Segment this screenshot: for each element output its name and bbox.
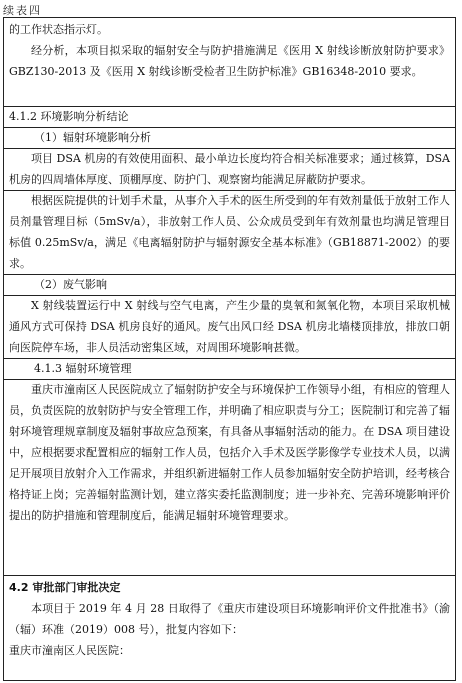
- paragraph-analysis-conclusion: 经分析，本项目拟采取的辐射安全与防护措施满足《医用 X 射线诊断放射防护要求》GBZ130-2013 及《医用 X 射线诊断受检者卫生防护标准》GB16348-2010 要求。: [9, 44, 450, 78]
- paragraph-addressee: 重庆市潼南区人民医院：: [9, 644, 130, 657]
- heading-4-1-2: 4.1.2 环境影响分析结论: [9, 110, 129, 123]
- document-table: [3, 17, 456, 681]
- paragraph-indicator-tail: 的工作状态指示灯。: [9, 23, 108, 36]
- paragraph-dose-assessment: 根据医院提供的计划手术量，从事介入手术的医生所受到的年有效剂量低于放射工作人员剂量管理目标（5mSv/a），非放射工作人员、公众成员受到年有效剂量也均满足管理目标值 0.25mSv/a，满足《电离辐射防护与辐射源安全基本标准》（GB18871-2002）的要求。: [9, 194, 450, 270]
- subheading-radiation-impact: （1）辐射环境影响分析: [34, 131, 151, 144]
- paragraph-exhaust: X 射线装置运行中 X 射线与空气电离，产生少量的臭氧和氮氧化物，本项目采取机械通风方式可保持 DSA 机房良好的通风。废气出风口经 DSA 机房北墙楼顶排放，排放口朝向医院停车场，非人员活动密集区域，对周围环境影响甚微。: [9, 299, 450, 354]
- paragraph-approval-document: 本项目于 2019 年 4 月 28 日取得了《重庆市建设项目环境影响评价文件批准书》（渝（辐）环准（2019）008 号），批复内容如下：: [9, 602, 450, 636]
- paragraph-dsa-shielding: 项目 DSA 机房的有效使用面积、最小单边长度均符合相关标准要求；通过核算，DSA 机房的四周墙体厚度、顶棚厚度、防护门、观察窗均能满足屏蔽防护要求。: [9, 152, 450, 186]
- heading-4-2-approval: 4.2 审批部门审批决定: [9, 581, 121, 594]
- paragraph-radiation-management: 重庆市潼南区人民医院成立了辐射防护安全与环境保护工作领导小组，有相应的管理人员，负责医院的放射防护与安全管理工作，并明确了相应职责与分工；医院制订和完善了辐射环境管理规章制度及辐射事故应急预案，有具备从事辐射活动的能力。在 DSA 项目建设中，应根据要求配置相应的辐射工作人员，包括介入手术及医学影像学专业技术人员，以满足开展项目放射介入工作需求，并组织新进辐射工作人员参加辐射安全防护培训，经考核合格持证上岗；完善辐射监测计划，建立落实委托监测制度；进一步补充、完善环境影响评价提出的防护措施和管理制度后，能满足辐射环境管理要求。: [9, 383, 450, 522]
- continued-table-label: 续表四: [3, 4, 42, 17]
- section-divider: [4, 575, 455, 576]
- heading-4-1-3: 4.1.3 辐射环境管理: [34, 362, 132, 375]
- subheading-exhaust-impact: （2）废气影响: [34, 278, 107, 291]
